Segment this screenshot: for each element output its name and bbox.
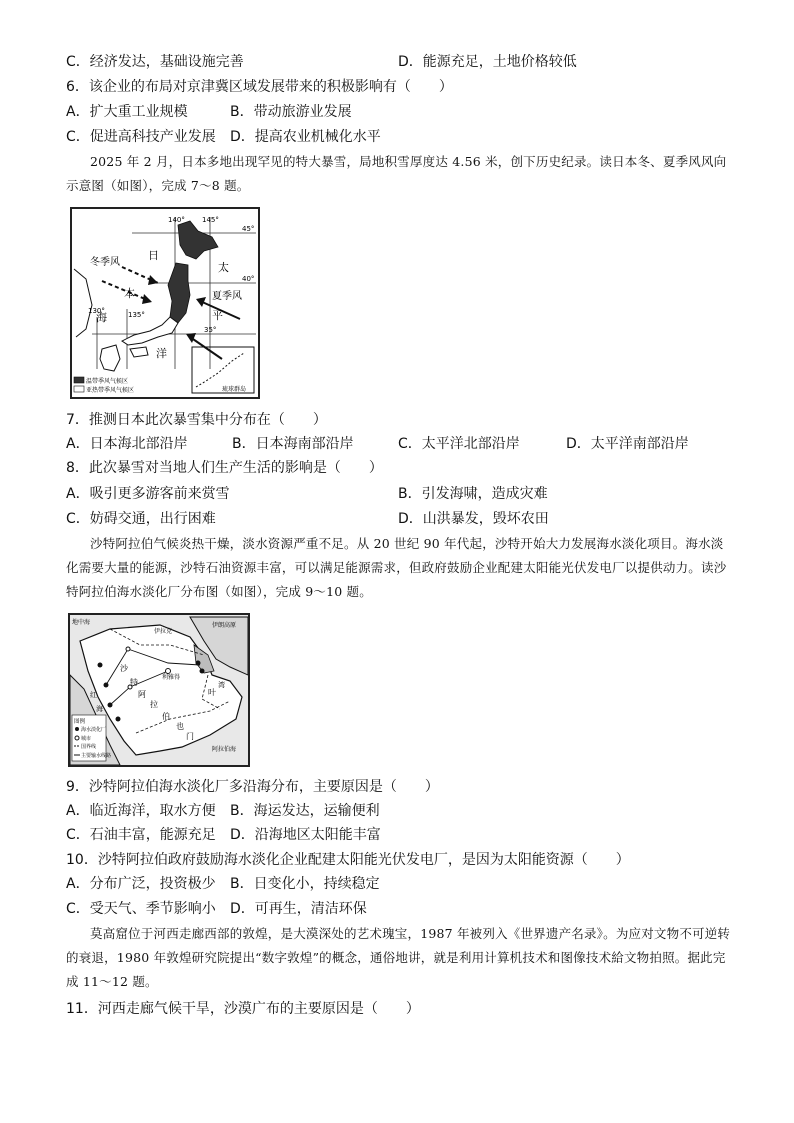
q7-option-c: C．太平洋北部沿岸 bbox=[398, 436, 520, 452]
q8-option-a: A．吸引更多游客前来赏雪 bbox=[66, 486, 230, 502]
passage-japan bbox=[66, 150, 734, 198]
q7-option-d: D．太平洋南部沿岸 bbox=[566, 436, 689, 452]
q9-stem: 9．沙特阿拉伯海水淡化厂多沿海分布，主要原因是（ ） bbox=[66, 779, 439, 795]
shikoku-shape bbox=[130, 347, 148, 357]
saudi-map-svg bbox=[70, 615, 248, 765]
winter-wind-label: 冬季风 bbox=[90, 257, 120, 268]
japan-map-svg bbox=[72, 209, 258, 397]
q6-option-c: C．促进高科技产业发展 bbox=[66, 129, 216, 145]
q5-option-c: C．经济发达，基础设施完善 bbox=[66, 54, 244, 70]
q9-option-a: A．临近海洋，取水方便 bbox=[66, 803, 216, 819]
label-hong: 红 bbox=[90, 691, 97, 699]
legend-temperate: 温带季风气候区 bbox=[86, 378, 129, 385]
label-a: 阿 bbox=[138, 690, 146, 699]
q6-option-b: B．带动旅游业发展 bbox=[230, 104, 352, 120]
honshu-north-shape bbox=[168, 263, 190, 323]
label-ri: 日 bbox=[148, 249, 159, 262]
lat-45-label: 45° bbox=[242, 225, 255, 233]
q11-stem: 11．河西走廊气候干旱，沙漠广布的主要原因是（ ） bbox=[66, 1001, 420, 1017]
passage-mogao bbox=[66, 922, 734, 994]
legend-pipeline: 主要输水线路 bbox=[81, 753, 112, 759]
summer-wind-label: 夏季风 bbox=[212, 291, 242, 302]
label-ye: 也 bbox=[176, 722, 184, 731]
q9-option-b: B．海运发达，运输便利 bbox=[230, 803, 380, 819]
label-men: 门 bbox=[186, 732, 194, 741]
label-iraq: 伊拉克 bbox=[154, 628, 173, 635]
q10-stem: 10．沙特阿拉伯政府鼓励海水淡化企业配建太阳能光伏发电厂，是因为太阳能资源（ ） bbox=[66, 852, 630, 868]
label-ben: 本 bbox=[124, 287, 135, 300]
label-wan: 湾 bbox=[218, 681, 225, 689]
q10-option-a: A．分布广泛，投资极少 bbox=[66, 876, 216, 892]
q6-stem: 6．该企业的布局对京津冀区域发展带来的积极影响有（ ） bbox=[66, 79, 453, 95]
q10-option-c: C．受天气、季节影响小 bbox=[66, 901, 216, 917]
q8-option-d: D．山洪暴发，毁坏农田 bbox=[398, 511, 549, 527]
label-arabian-sea: 阿拉伯海 bbox=[212, 746, 237, 753]
label-mediterranean: 地中海 bbox=[72, 619, 91, 626]
lon-130-label: 130° bbox=[88, 307, 105, 315]
label-tai: 太 bbox=[218, 261, 229, 274]
q7-option-b: B．日本海南部沿岸 bbox=[232, 436, 354, 452]
lat-40-label: 40° bbox=[242, 275, 255, 283]
lat-35-label: 35° bbox=[204, 326, 217, 334]
label-ryukyu: 琉球群岛 bbox=[222, 386, 247, 393]
label-te: 特 bbox=[130, 678, 138, 687]
passage-saudi-text: 沙特阿拉伯气候炎热干燥，淡水资源严重不足。从 20 世纪 90 年代起，沙特开始大力发展海水淡化项目。海水淡化需要大量的能源，沙特石油资源丰富，可以满足能源需求，但政府鼓励企业配建太阳能光伏发电厂以提供动力。读沙特阿拉伯海水淡化厂分布图（如图），完成 9～10 题。 bbox=[66, 536, 727, 599]
passage-saudi bbox=[66, 532, 734, 604]
q5-option-d: D．能源充足，土地价格较低 bbox=[398, 54, 577, 70]
honshu-south-shape bbox=[122, 317, 178, 345]
legend-city: 城市 bbox=[81, 736, 92, 742]
q8-stem: 8．此次暴雪对当地人们生产生活的影响是（ ） bbox=[66, 460, 383, 476]
legend-plant: 海水淡化厂 bbox=[81, 727, 107, 733]
legend-subtropical: 亚热带季风气候区 bbox=[86, 387, 135, 394]
label-riyadh: 利雅得 bbox=[162, 674, 181, 681]
label-ye2: 叶 bbox=[208, 688, 216, 697]
label-sha: 沙 bbox=[120, 664, 128, 673]
passage-mogao-text: 莫高窟位于河西走廊西部的敦煌，是大漠深处的艺术瑰宝，1987 年被列入《世界遗产名录》。为应对文物不可逆转的衰退，1980 年敦煌研究院提出“数字敦煌”的概念，通俗地讲，就是利用计算机技术和图像技术給文物拍照。据此完成 11～12 题。 bbox=[66, 926, 731, 989]
q7-option-a: A．日本海北部沿岸 bbox=[66, 436, 188, 452]
label-la: 拉 bbox=[150, 700, 158, 709]
legend-border: 国界线 bbox=[81, 744, 97, 750]
label-hai: 海 bbox=[96, 311, 107, 324]
q8-option-b: B．引发海啸，造成灾难 bbox=[398, 486, 548, 502]
q7-stem: 7．推测日本此次暴雪集中分布在（ ） bbox=[66, 412, 327, 428]
hokkaido-shape bbox=[178, 221, 218, 259]
q6-option-d: D．提高农业机械化水平 bbox=[230, 129, 381, 145]
kyushu-shape bbox=[100, 345, 120, 371]
q8-option-c: C．妨碍交通，出行困难 bbox=[66, 511, 216, 527]
japan-monsoon-map bbox=[70, 207, 260, 399]
label-bo: 伯 bbox=[162, 712, 170, 721]
q6-option-a: A．扩大重工业规模 bbox=[66, 104, 188, 120]
label-iran: 伊朗高原 bbox=[212, 622, 237, 629]
lon-140-label: 140° bbox=[168, 216, 185, 224]
q10-option-d: D．可再生，清洁环保 bbox=[230, 901, 367, 917]
passage-japan-text: 2025 年 2 月，日本多地出现罕见的特大暴雪，局地积雪厚度达 4.56 米，创下历史纪录。读日本冬、夏季风风向示意图（如图），完成 7～8 题。 bbox=[66, 154, 727, 193]
label-hai-red: 海 bbox=[96, 705, 103, 713]
lon-135-label: 135° bbox=[128, 311, 145, 319]
legend-title: 图例 bbox=[74, 719, 86, 725]
saudi-desalination-map bbox=[68, 613, 250, 767]
lon-145-label: 145° bbox=[202, 216, 219, 224]
korea-edge-shape bbox=[74, 269, 92, 337]
q9-option-c: C．石油丰富，能源充足 bbox=[66, 827, 216, 843]
label-ping: 平 bbox=[212, 309, 223, 322]
q10-option-b: B．日变化小，持续稳定 bbox=[230, 876, 380, 892]
label-yang: 洋 bbox=[156, 347, 167, 360]
q9-option-d: D．沿海地区太阳能丰富 bbox=[230, 827, 381, 843]
